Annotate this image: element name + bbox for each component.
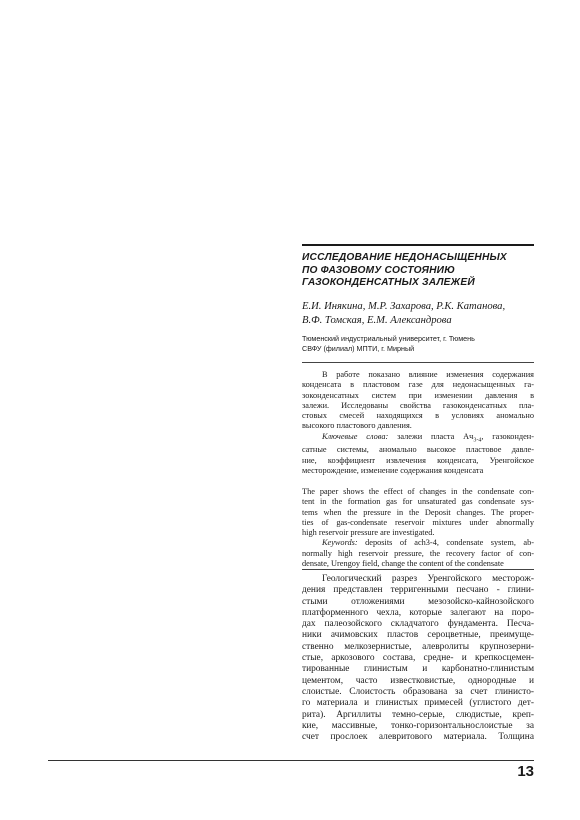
authors-line: Е.И. Инякина, М.Р. Захарова, Р.К. Катанова, bbox=[302, 301, 506, 312]
abstract-russian bbox=[302, 370, 534, 476]
title-top-rule bbox=[302, 244, 534, 246]
abstract-line: The paper shows the effect of changes in the condensate con- bbox=[302, 487, 534, 496]
abstract-line: high reservoir pressure are investigated. bbox=[302, 528, 435, 537]
title-line: ИССЛЕДОВАНИЕ НЕДОНАСЫЩЕННЫХ bbox=[302, 252, 507, 263]
affiliation-line: Тюменский индустриальный университет, г. Тюмень bbox=[302, 334, 475, 343]
authors-line: В.Ф. Томская, Е.М. Александрова bbox=[302, 314, 452, 326]
title-line: ПО ФАЗОВОМУ СОСТОЯНИЮ bbox=[302, 264, 456, 276]
abstract-line: В работе показано влияние изменения содержания bbox=[322, 370, 534, 379]
abstract-line: tems when the pressure in the Deposit changes. The proper- bbox=[302, 507, 534, 517]
body-line: дах палеозойского складчатого фундамента. Песча- bbox=[302, 619, 534, 630]
article-affiliation bbox=[302, 334, 534, 354]
abstract-line: зоконденсатных систем при изменении давления в bbox=[302, 390, 534, 400]
body-line: платформенного чехла, которые залегают на поро- bbox=[302, 607, 534, 618]
body-line: ники ачимовских пластов сероцветные, преимуще- bbox=[302, 630, 534, 641]
body-line: рита). Аргиллиты темно-серые, слюдистые, креп- bbox=[302, 709, 534, 720]
abstract-top-rule bbox=[302, 362, 534, 363]
abstract-english bbox=[302, 487, 534, 569]
body-line: Геологический разрез Уренгойского месторож- bbox=[322, 574, 534, 584]
body-line: цементом, часто известковистые, однородные и bbox=[302, 675, 534, 686]
body-line: стые, аркозового состава, средне- и крепкосцемен- bbox=[302, 653, 534, 664]
body-line: счет прослоек алевритового материала. Толщина bbox=[302, 732, 534, 743]
body-text bbox=[302, 574, 534, 743]
keywords-line: densate, Urengoy field, change the content of the condensate bbox=[302, 558, 504, 568]
body-line: стыми отложениями мезозойско-кайнозойского bbox=[302, 596, 534, 607]
keywords-line: ние, коэффициент извлечения конденсата, Уренгойское bbox=[302, 455, 534, 465]
body-line: слоистые. Слоистость образована за счет глинисто- bbox=[302, 686, 534, 697]
body-line: тированные глинистым и карбонатно-глинистым bbox=[302, 664, 534, 675]
keywords-line bbox=[302, 432, 534, 446]
abstract-line: tent in the formation gas for unsaturated gas condensate sys- bbox=[302, 497, 534, 507]
abstract-line: конденсата в пластовом газе для недонасыщенных га- bbox=[302, 380, 534, 390]
keywords-line bbox=[302, 538, 534, 548]
page-number: 13 bbox=[517, 763, 534, 780]
abstract-line: высокого пластового давления. bbox=[302, 421, 412, 431]
keywords-label: Ключевые слова: bbox=[322, 431, 389, 441]
body-line: го материала и глинистых примесей (углистого дет- bbox=[302, 698, 534, 709]
affiliation-line: СВФУ (филиал) МПТИ, г. Мирный bbox=[302, 344, 415, 353]
keywords-text: , газоконден- bbox=[481, 431, 535, 441]
abstract-line: ties of gas-condensate reservoir mixtures under abnormally bbox=[302, 517, 534, 527]
title-line: ГАЗОКОНДЕНСАТНЫХ ЗАЛЕЖЕЙ bbox=[302, 277, 475, 288]
keywords-label: Keywords: bbox=[322, 538, 358, 548]
article-title bbox=[302, 252, 534, 290]
body-line: ственно мелкозернистые, алевролиты крупнозерни- bbox=[302, 641, 534, 652]
keywords-line: normally high reservoir pressure, the recovery factor of con- bbox=[302, 548, 534, 558]
abstract-line: стовых смесей находящихся в условиях аномально bbox=[302, 411, 534, 420]
footer-rule bbox=[48, 760, 534, 761]
body-line: дения представлен терригенными песчано - глини- bbox=[302, 585, 534, 596]
keywords-line: месторождение, изменение содержания конденсата bbox=[302, 465, 484, 475]
keywords-text: deposits of ach3-4, condensate system, ab- bbox=[357, 538, 534, 548]
keywords-text: залежи пласта Ач bbox=[388, 431, 474, 441]
body-line: кие, массивные, тонко-горизонтальнослоистые за bbox=[302, 720, 534, 731]
keywords-line: сатные системы, аномально высокое пластовое давле- bbox=[302, 445, 534, 455]
article-authors bbox=[302, 300, 534, 327]
keywords-subscript: 3-4 bbox=[473, 437, 482, 444]
abstract-line: залежи. Исследованы свойства газоконденсатных пла- bbox=[302, 400, 534, 410]
body-top-rule bbox=[302, 569, 534, 570]
